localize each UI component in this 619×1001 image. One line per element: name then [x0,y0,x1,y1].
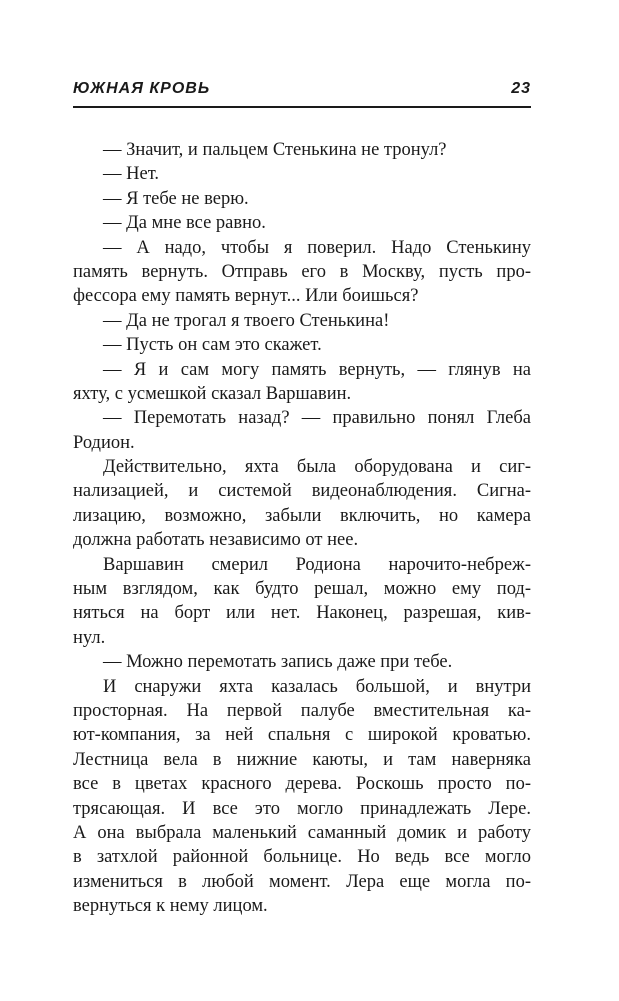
text-line: — Перемотать назад? — правильно понял Глеба [103,408,531,429]
text-line: И снаружи яхта казалась большой, и внутри [103,676,531,697]
text-line: — Я и сам могу память вернуть, — глянув на [103,359,531,380]
text-line: нализацией, и системой видеонаблюдения. Сигна- [73,481,531,502]
text-line: — Нет. [103,164,160,185]
text-line: лизацию, возможно, забыли включить, но камера [73,505,531,526]
text-line: Родион. [73,432,135,453]
text-line: фессора ему память вернут... Или боишься? [73,286,419,307]
page-body [73,138,531,919]
text-line: просторная. На первой палубе вместительная ка- [73,700,531,721]
text-line: яхту, с усмешкой сказал Варшавин. [73,383,352,404]
text-line: нул. [73,627,106,648]
text-line: — Можно перемотать запись даже при тебе. [103,652,453,673]
text-line: няться на борт или нет. Наконец, разрешая, кив- [73,603,531,624]
text-line: Действительно, яхта была оборудована и сиг- [103,457,531,478]
text-line: — Я тебе не верю. [103,188,249,209]
text-line: все в цветах красного дерева. Роскошь просто по- [73,774,531,795]
text-line: в затхлой районной больнице. Но ведь все могло [73,847,531,868]
text-line: измениться в любой момент. Лера еще могла по- [73,871,531,892]
text-line: Лестница вела в нижние каюты, и там наверняка [73,749,531,770]
book-title: ЮЖНАЯ КРОВЬ [73,80,211,97]
text-line: память вернуть. Отправь его в Москву, пусть про- [73,261,531,282]
text-line: вернуться к нему лицом. [73,896,268,917]
header-rule [73,106,531,108]
text-line: ным взглядом, как будто решал, можно ему под- [73,579,531,600]
text-line: должна работать независимо от нее. [73,530,359,551]
text-line: Варшавин смерил Родиона нарочито-небреж- [103,554,531,575]
text-line: — Да мне все равно. [103,213,266,234]
text-line: А она выбрала маленький саманный домик и работу [73,822,531,843]
text-line: — Пусть он сам это скажет. [103,335,322,356]
running-header [73,80,531,104]
text-line: — А надо, чтобы я поверил. Надо Стенькину [103,237,531,258]
text-line: ют-компания, за ней спальня с широкой кроватью. [73,725,531,746]
text-line: — Значит, и пальцем Стенькина не тронул? [103,140,447,160]
text-line: — Да не трогал я твоего Стенькина! [103,310,390,331]
text-line: трясающая. И все это могло принадлежать Лере. [73,798,531,819]
page-number: 23 [511,80,531,97]
